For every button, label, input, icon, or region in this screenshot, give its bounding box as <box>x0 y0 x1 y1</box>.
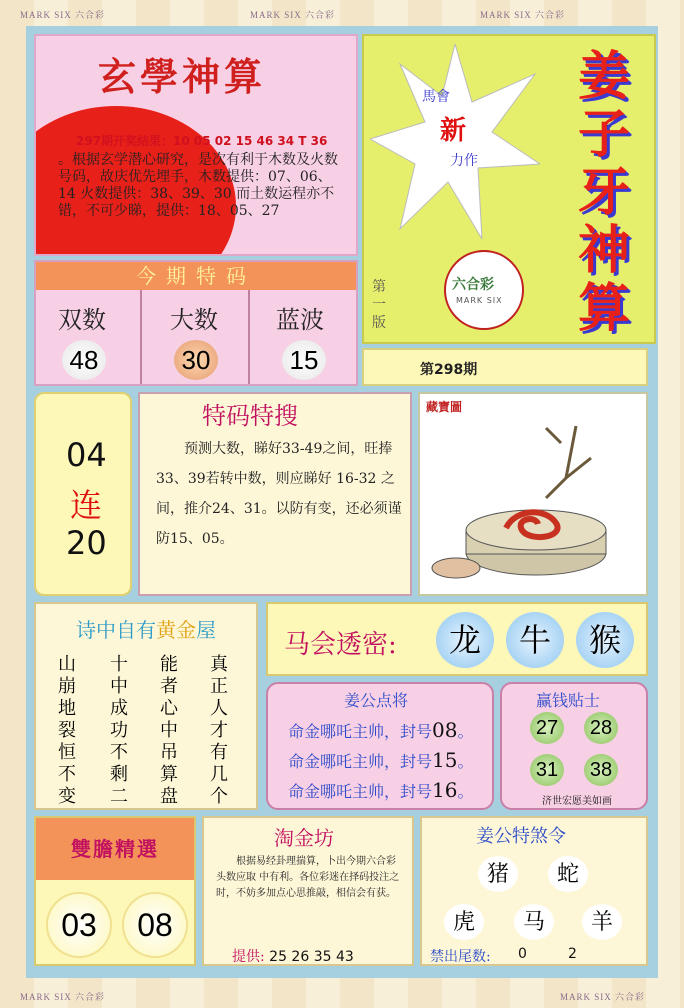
jiang-line-text: 命金哪吒主帅，封号 <box>288 782 433 801</box>
previous-result-line: 297期开奖结果：10 05 02 15 46 34 T 36 <box>76 134 328 148</box>
poem-char: 几 <box>210 764 228 785</box>
special-label-3: 蓝波 <box>276 306 324 334</box>
lian-mid: 连 <box>70 486 103 524</box>
jianggong-zodiac-2: 蛇 <box>548 856 588 892</box>
secret-zodiac-3: 猴 <box>576 612 634 668</box>
divider <box>248 290 250 384</box>
main-title-vertical <box>558 48 650 338</box>
jiang-line-num: 08 <box>432 718 458 742</box>
xuanxue-body: 。根据玄学潜心研究，是次有利于木数及火数号码，故庆优先埋手，木数提供：07、06、14 火数提供：38、39、30 而土数运程亦不错，不可少睇，提供：18、05、27 <box>58 152 338 219</box>
poem-title-a: 诗中自有 <box>76 618 156 642</box>
issue-label: 第298期 <box>420 362 478 378</box>
jiang-panel <box>266 682 494 810</box>
poem-char: 中 <box>160 720 178 741</box>
snake-illustration <box>426 418 642 590</box>
border-text-top-2: MARK SIX 六合彩 <box>250 10 336 20</box>
win-title: 赢钱贴士 <box>536 691 601 710</box>
poem-panel <box>34 602 258 810</box>
logo-cn: 六合彩 <box>452 277 494 293</box>
search-body: 预测大数，睇好33-49之间，旺捧33、39若转中数，则应睇好 16-32 之间，推介24、31。以防有变，还必须谨防15、05。 <box>156 441 402 547</box>
poem-char: 盘 <box>160 786 178 807</box>
win-panel <box>500 682 648 810</box>
jiang-line-end: 。 <box>457 752 474 771</box>
jiang-line-text: 命金哪吒主帅，封号 <box>288 722 433 741</box>
xuanxue-title: 玄學神算 <box>98 54 267 99</box>
search-panel <box>138 392 412 596</box>
special-header: 今期特码 <box>36 262 356 290</box>
poem-column-1 <box>58 654 78 808</box>
poem-char: 山 <box>58 654 76 675</box>
jiang-line-end: 。 <box>457 722 474 741</box>
poem-title-c: 屋 <box>196 618 216 642</box>
border-text-top: MARK SIX 六合彩 <box>20 10 106 20</box>
border-text-top-3: MARK SIX 六合彩 <box>480 10 566 20</box>
poem-char: 人 <box>210 698 228 719</box>
poem-char: 者 <box>160 676 178 697</box>
win-ball-2: 28 <box>584 712 618 744</box>
poem-title <box>76 614 216 643</box>
secret-panel <box>266 602 648 676</box>
edition-label: 第一版 <box>372 279 386 331</box>
border-text-bottom: MARK SIX 六合彩 <box>20 992 106 1002</box>
jiang-line-3 <box>288 778 473 802</box>
double-title: 雙膽精選 <box>36 818 194 880</box>
special-ball-3: 15 <box>282 340 326 380</box>
lian-bottom: 20 <box>66 524 107 562</box>
treasure-title: 藏寶圖 <box>426 400 463 414</box>
jianggong-panel <box>420 816 648 966</box>
poem-char: 十 <box>110 654 128 675</box>
secret-zodiac-1: 龙 <box>436 612 494 668</box>
star-text-new: 新 <box>440 116 467 146</box>
jiang-line-end: 。 <box>457 782 474 801</box>
taojin-body: 根据易经卦理揣算，卜出今期六合彩头数应取 中有利。各位彩迷在择码投注之时，不妨多加点心思推敲，相信会有获。 <box>216 856 400 899</box>
poem-char: 恒 <box>58 742 76 763</box>
jianggong-zodiac-5: 羊 <box>582 904 622 940</box>
border-text-bottom-2: MARK SIX 六合彩 <box>560 992 646 1002</box>
poem-char: 中 <box>110 676 128 697</box>
win-ball-3: 31 <box>530 754 564 786</box>
jiang-line-num: 15 <box>432 748 458 772</box>
jiang-line-num: 16 <box>432 778 458 802</box>
special-ball-1: 48 <box>62 340 106 380</box>
special-label-2: 大数 <box>170 306 218 334</box>
taojin-panel <box>202 816 414 966</box>
poem-char: 个 <box>210 786 228 807</box>
poem-column-4 <box>210 654 230 808</box>
jianggong-zodiac-1: 猪 <box>478 856 518 892</box>
poem-char: 裂 <box>58 720 76 741</box>
poem-char: 剩 <box>110 764 128 785</box>
taojin-title: 淘金坊 <box>274 826 334 850</box>
main-title-char-4: 神 <box>577 220 630 281</box>
main-title-char-1: 姜 <box>577 46 630 107</box>
poem-char: 能 <box>160 654 178 675</box>
main-title-char-3: 牙 <box>577 162 630 223</box>
poem-char: 功 <box>110 720 128 741</box>
jiang-title: 姜公点将 <box>344 691 409 710</box>
double-ball-1: 03 <box>48 894 110 956</box>
poem-char: 算 <box>160 764 178 785</box>
win-ball-4: 38 <box>584 754 618 786</box>
main-title-char-5: 算 <box>577 278 630 339</box>
poem-char: 才 <box>210 720 228 741</box>
special-ball-2: 30 <box>174 340 218 380</box>
double-panel <box>34 816 196 966</box>
title-panel <box>362 34 656 344</box>
poem-title-b: 黄金 <box>156 618 196 642</box>
poem-char: 不 <box>110 742 128 763</box>
taojin-provide-label: 提供: <box>232 949 265 965</box>
jiang-line-text: 命金哪吒主帅，封号 <box>288 752 433 771</box>
win-ball-1: 27 <box>530 712 564 744</box>
poem-char: 变 <box>58 786 76 807</box>
issue-bar <box>362 348 648 386</box>
star-text-top: 馬會 <box>422 89 450 105</box>
jianggong-tail-num-1: 0 <box>518 946 527 962</box>
divider <box>140 290 142 384</box>
poem-char: 崩 <box>58 676 76 697</box>
treasure-panel <box>418 392 648 596</box>
poem-char: 地 <box>58 698 76 719</box>
star-text-bottom: 力作 <box>450 153 478 169</box>
jianggong-tail-num-2: 2 <box>568 946 577 962</box>
logo-en: MARK SIX <box>456 296 503 305</box>
lian-panel <box>34 392 132 596</box>
poem-column-2 <box>110 654 130 808</box>
xuanxue-panel <box>34 34 358 256</box>
jianggong-zodiac-4: 马 <box>514 904 554 940</box>
taojin-provide <box>232 946 354 966</box>
special-label-1: 双数 <box>58 306 106 334</box>
main-title-char-2: 子 <box>577 104 630 165</box>
special-panel <box>34 260 358 386</box>
jiang-line-2 <box>288 748 473 772</box>
poem-char: 不 <box>58 764 76 785</box>
jianggong-tail-label: 禁出尾数: <box>430 949 491 965</box>
poem-column-3 <box>160 654 180 808</box>
double-ball-2: 08 <box>124 894 186 956</box>
poem-char: 二 <box>110 786 128 807</box>
jianggong-title: 姜公特煞令 <box>476 826 566 847</box>
poem-char: 正 <box>210 676 228 697</box>
poem-char: 有 <box>210 742 228 763</box>
poem-char: 吊 <box>160 742 178 763</box>
jiang-line-1 <box>288 718 473 742</box>
win-caption: 济世宏愿美如画 <box>542 796 612 807</box>
marksix-logo <box>444 250 524 330</box>
jianggong-zodiac-3: 虎 <box>444 904 484 940</box>
secret-label: 马会透密: <box>284 630 397 660</box>
poem-char: 心 <box>160 698 178 719</box>
search-title: 特码特搜 <box>202 402 298 430</box>
taojin-provide-nums: 25 26 35 43 <box>269 949 354 965</box>
secret-zodiac-2: 牛 <box>506 612 564 668</box>
poem-char: 成 <box>110 698 128 719</box>
lian-top: 04 <box>66 436 107 474</box>
poem-char: 真 <box>210 654 228 675</box>
